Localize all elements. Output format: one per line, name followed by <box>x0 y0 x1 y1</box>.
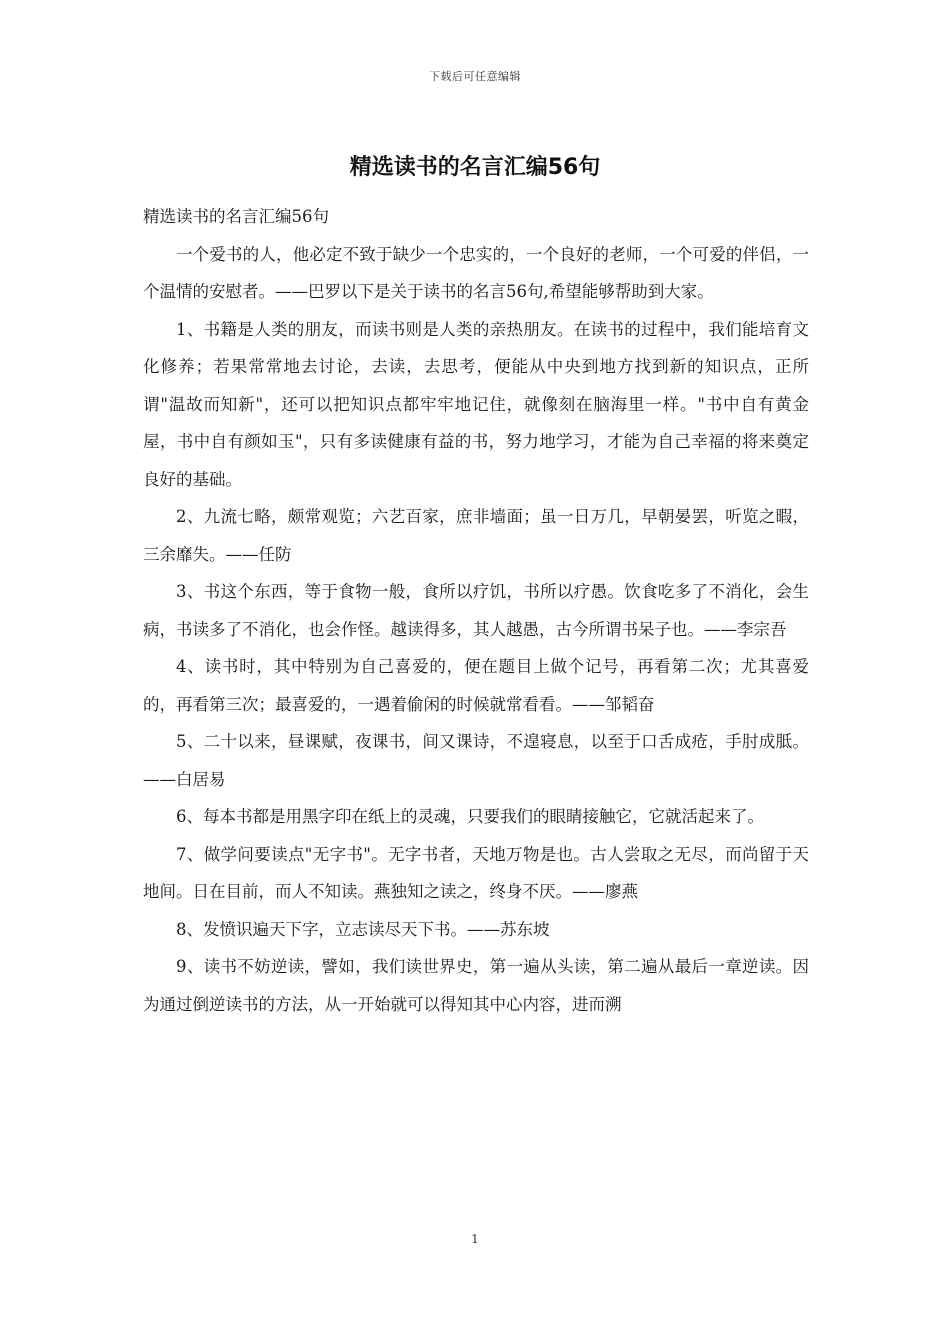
document-title: 精选读书的名言汇编56句 <box>349 155 601 180</box>
quote-paragraph-2: 2、九流七略，颇常观览；六艺百家，庶非墙面；虽一日万几，早朝晏罢，听览之暇，三余靡失。——任防 <box>143 507 809 564</box>
quote-paragraph-1: 1、书籍是人类的朋友，而读书则是人类的亲热朋友。在读书的过程中，我们能培育文化修养；若果常常地去讨论，去读，去思考，便能从中央到地方找到新的知识点，正所谓"温故而知新"，还可以把知识点都牢牢地记住，就像刻在脑海里一样。"书中自有黄金屋，书中自有颜如玉"，只有多读健康有益的书，努力地学习，才能为自己幸福的将来奠定良好的基础。 <box>143 319 809 489</box>
page-header-note: 下载后可任意编辑 <box>429 70 521 83</box>
quote-paragraph-4: 4、读书时，其中特别为自己喜爱的，便在题目上做个记号，再看第二次；尤其喜爱的，再看第三次；最喜爱的，一遇着偷闲的时候就常看看。——邹韬奋 <box>143 657 809 714</box>
quote-paragraph-6: 6、每本书都是用黑字印在纸上的灵魂，只要我们的眼睛接触它，它就活起来了。 <box>176 807 764 826</box>
page-number: 1 <box>471 1232 479 1246</box>
quote-paragraph-3: 3、书这个东西，等于食物一般，食所以疗饥，书所以疗愚。饮食吃多了不消化，会生病，书读多了不消化，也会作怪。越读得多，其人越愚，古今所谓书呆子也。——李宗吾 <box>143 582 809 639</box>
quote-paragraph-9: 9、读书不妨逆读，譬如，我们读世界史，第一遍从头读，第二遍从最后一章逆读。因为通过倒逆读书的方法，从一开始就可以得知其中心内容，进而溯 <box>143 957 809 1014</box>
quote-paragraph-7: 7、做学问要读点"无字书"。无字书者，天地万物是也。古人尝取之无尽，而尚留于天地间。日在目前，而人不知读。燕独知之读之，终身不厌。——廖燕 <box>143 844 809 901</box>
quote-paragraph-5: 5、二十以来，昼课赋，夜课书，间又课诗，不遑寝息，以至于口舌成疮，手肘成胝。——白居易 <box>143 732 809 789</box>
document-subtitle: 精选读书的名言汇编56句 <box>143 207 329 226</box>
intro-paragraph: 一个爱书的人，他必定不致于缺少一个忠实的，一个良好的老师，一个可爱的伴侣，一个温情的安慰者。——巴罗以下是关于读书的名言56句,希望能够帮助到大家。 <box>143 244 809 301</box>
quote-paragraph-8: 8、发愤识遍天下字，立志读尽天下书。——苏东坡 <box>176 919 550 939</box>
document-body <box>143 198 809 1023</box>
